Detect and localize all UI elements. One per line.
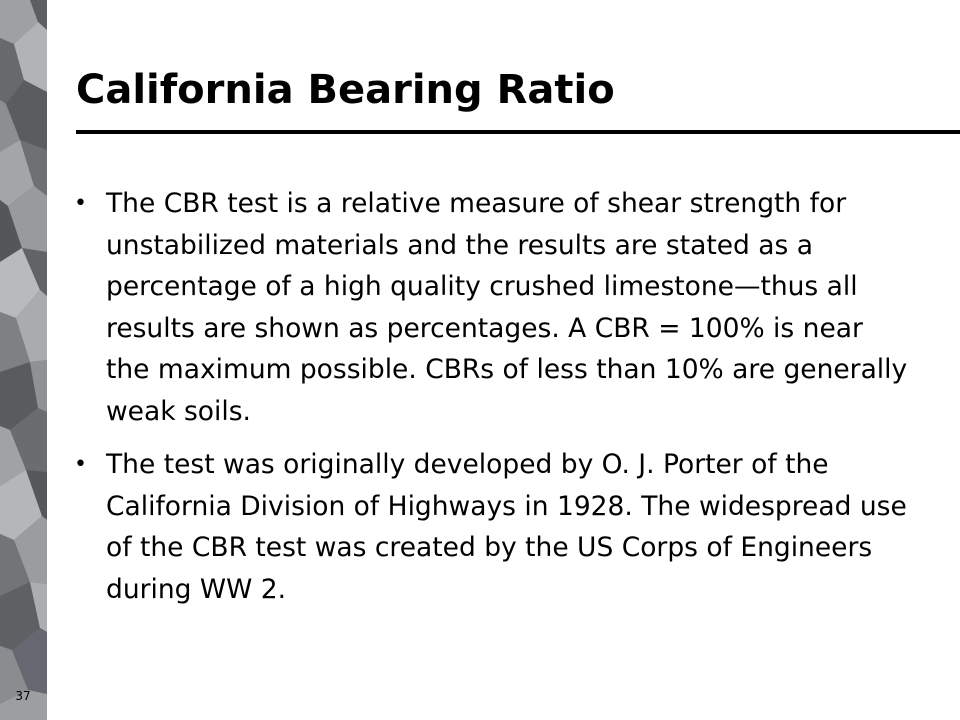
bullet-marker: • xyxy=(74,452,87,477)
rock-texture-image xyxy=(0,0,47,720)
bullet-text: The test was originally developed by O. J. Porter of the California Division of Highways in 1928. The widespread use of the CBR test was created by the US Corps of Engineers during WW 2. xyxy=(106,449,907,605)
bullet-list xyxy=(72,183,912,622)
bullet-item-cbr-definition xyxy=(72,183,912,432)
slide-number: 37 xyxy=(15,689,31,703)
bullet-item-cbr-history xyxy=(72,444,912,610)
slide-title: California Bearing Ratio xyxy=(76,67,615,113)
rock-texture-strip xyxy=(0,0,47,720)
title-underline-rule xyxy=(76,130,960,134)
bullet-marker: • xyxy=(74,191,87,216)
bullet-text: The CBR test is a relative measure of shear strength for unstabilized materials and the results are stated as a percentage of a high quality crushed limestone—thus all results are shown as percentages. A CBR = 100% is near the maximum possible. CBRs of less than 10% are generally weak soils. xyxy=(106,188,908,427)
